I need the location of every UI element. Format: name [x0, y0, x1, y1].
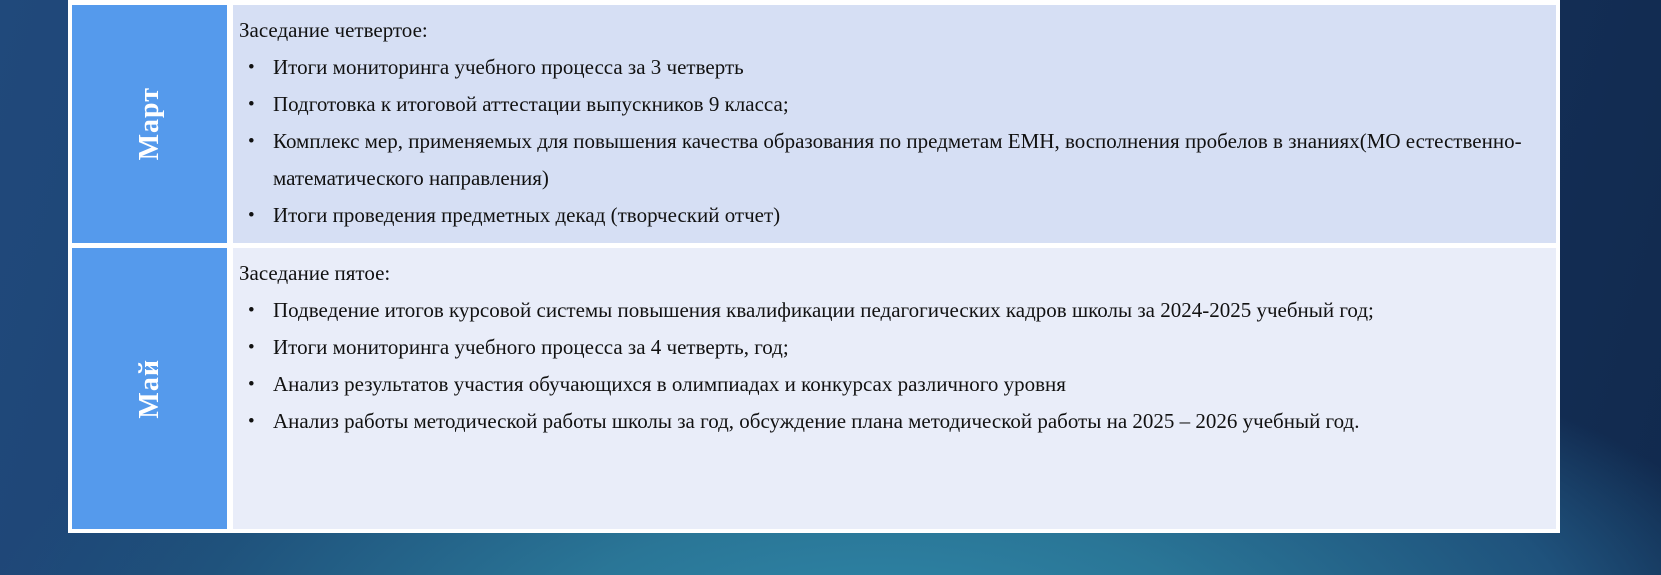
list-item [239, 86, 1540, 123]
list-item [239, 197, 1540, 234]
bullet-icon: • [248, 205, 255, 226]
list-item-text: Анализ работы методической работы школы за год, обсуждение плана методической работы на 2025 – 2026 учебный год. [273, 409, 1360, 433]
month-label: Март [133, 87, 165, 161]
list-item-text: Анализ результатов участия обучающихся в олимпиадах и конкурсах различного уровня [273, 372, 1066, 396]
month-label: Май [133, 358, 165, 419]
list-item [239, 329, 1540, 366]
list-item-text: Подготовка к итоговой аттестации выпускников 9 класса; [273, 92, 789, 116]
table-row-march [72, 5, 1556, 243]
list-item-text: Итоги проведения предметных декад (творческий отчет) [273, 203, 781, 227]
list-item [239, 403, 1540, 440]
bullet-icon: • [248, 411, 255, 432]
table-row-may [72, 248, 1556, 529]
agenda-heading: Заседание четвертое: [239, 18, 428, 42]
bullet-icon: • [248, 94, 255, 115]
list-item [239, 366, 1540, 403]
agenda-heading: Заседание пятое: [239, 261, 391, 285]
list-item [239, 292, 1540, 329]
agenda-cell-may [233, 248, 1556, 529]
bullet-icon: • [248, 131, 255, 152]
bullet-icon: • [248, 57, 255, 78]
list-item-text: Комплекс мер, применяемых для повышения качества образования по предметам ЕМН, восполнения пробелов в знаниях(МО естественно-математического направления) [273, 129, 1522, 190]
methodical-plan-table [68, 0, 1560, 533]
list-item [239, 123, 1540, 197]
list-item-text: Итоги мониторинга учебного процесса за 3 четверть [273, 55, 744, 79]
list-item-text: Итоги мониторинга учебного процесса за 4 четверть, год; [273, 335, 789, 359]
bullet-icon: • [248, 374, 255, 395]
list-item [239, 49, 1540, 86]
list-item-text: Подведение итогов курсовой системы повышения квалификации педагогических кадров школы за 2024-2025 учебный год; [273, 298, 1374, 322]
month-cell-march [72, 5, 227, 243]
bullet-icon: • [248, 337, 255, 358]
month-cell-may [72, 248, 227, 529]
agenda-cell-march [233, 5, 1556, 243]
bullet-icon: • [248, 300, 255, 321]
